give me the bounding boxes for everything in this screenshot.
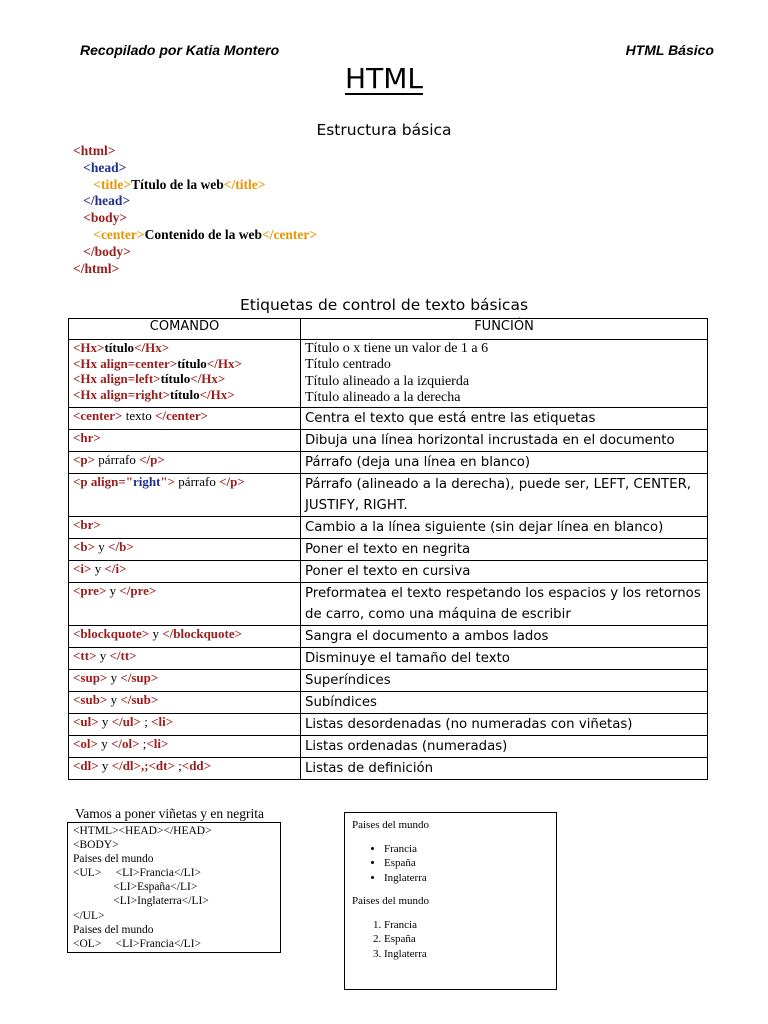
- example-line: <LI>España</LI>: [73, 881, 198, 894]
- cmd-text: ;: [140, 713, 152, 729]
- tag-text: <p align=": [73, 473, 133, 489]
- table-row: [69, 473, 708, 516]
- code-line: [73, 227, 317, 244]
- commands-table: [68, 318, 708, 780]
- code-tag: </html>: [73, 260, 120, 276]
- tag-text: <dl>: [73, 757, 99, 773]
- preview-heading: Paises del mundo: [352, 819, 429, 831]
- table-row: [69, 407, 708, 429]
- tag-text: <br>: [73, 516, 101, 532]
- command-cell: [69, 407, 301, 429]
- tag-text: </blockquote>: [162, 625, 243, 641]
- tag-text: <tt>: [73, 647, 97, 663]
- tag-text: <li>: [151, 713, 174, 729]
- cmd-text: y: [107, 669, 121, 685]
- cmd-text: ;: [174, 757, 182, 773]
- function-cell: Dibuja una línea horizontal incrustada en el documento: [301, 429, 708, 451]
- preview-bullet-list: [352, 842, 549, 886]
- command-cell: [69, 669, 301, 691]
- command-cell: [69, 691, 301, 713]
- table-row: [69, 516, 708, 538]
- table-row: [69, 691, 708, 713]
- code-tag: <head>: [83, 159, 127, 175]
- example-line: <LI>Inglaterra</LI>: [73, 895, 209, 908]
- function-text: Título centrado: [305, 357, 391, 373]
- command-cell: [69, 473, 301, 516]
- table-row: [69, 625, 708, 647]
- cmd-text: y: [149, 625, 163, 641]
- function-cell: Poner el texto en negrita: [301, 538, 708, 560]
- cmd-text: título: [160, 371, 191, 386]
- code-text: Contenido de la web: [144, 226, 262, 242]
- command-cell: [69, 340, 301, 408]
- tag-text: <Hx align=center>: [73, 355, 178, 371]
- example-line: </UL>: [73, 909, 105, 922]
- tag-text: </Hx>: [199, 386, 235, 402]
- table-row: [69, 560, 708, 582]
- function-cell: Poner el texto en cursiva: [301, 560, 708, 582]
- cmd-text: y: [106, 582, 120, 598]
- cmd-text: y: [96, 647, 110, 663]
- code-line: [73, 261, 317, 278]
- table-row: [69, 647, 708, 669]
- cmd-text: párrafo: [95, 451, 140, 467]
- tag-text: <Hx align=left>: [73, 371, 161, 386]
- list-item: • España: [384, 856, 549, 871]
- command-cell: [69, 757, 301, 779]
- column-header-command: COMANDO: [69, 319, 301, 340]
- example-line: <OL> <LI>Francia</LI>: [73, 937, 202, 950]
- function-cell: Preformatea el texto respetando los espacios y los retornos de carro, como una máquina de escribir: [301, 582, 708, 625]
- command-cell: [69, 647, 301, 669]
- tag-text: <blockquote>: [73, 625, 150, 641]
- list-item: 2. España: [384, 932, 549, 947]
- list-item: • Francia: [384, 842, 549, 857]
- code-text: Título de la web: [131, 176, 224, 192]
- rendered-preview-box: [344, 812, 557, 990]
- table-row: [69, 582, 708, 625]
- cmd-text: y: [91, 560, 105, 576]
- subtitle-basic-structure: Estructura básica: [316, 121, 452, 139]
- table-row: [69, 538, 708, 560]
- cmd-text: título: [169, 386, 200, 402]
- tag-text: </p>: [139, 451, 165, 467]
- table-row: [69, 735, 708, 757]
- function-cell: Superíndices: [301, 669, 708, 691]
- command-cell: [69, 429, 301, 451]
- tag-text: <sub>: [73, 691, 108, 707]
- list-item: 1. Francia: [384, 918, 549, 933]
- tag-text: <b>: [73, 538, 96, 554]
- code-line: [73, 160, 317, 177]
- list-item: 3. Inglaterra: [384, 947, 549, 962]
- tag-text: </dl>,;<dt>: [111, 757, 175, 773]
- column-header-function: FUNCIÓN: [301, 319, 708, 340]
- function-cell: Disminuye el tamaño del texto: [301, 647, 708, 669]
- code-tag: </center>: [262, 226, 318, 242]
- table-row: [69, 340, 708, 408]
- tag-text: </Hx>: [190, 371, 226, 386]
- command-cell: [69, 560, 301, 582]
- command-cell: [69, 516, 301, 538]
- tag-text: <ol>: [73, 735, 98, 751]
- attr-value: right: [132, 473, 161, 489]
- code-tag: </body>: [83, 243, 131, 259]
- cmd-text: y: [107, 691, 121, 707]
- tag-text: </tt>: [109, 647, 137, 663]
- header-author: Recopilado por Katia Montero: [80, 42, 280, 58]
- tag-text: <center>: [73, 407, 123, 423]
- tag-text: <p>: [73, 451, 96, 467]
- tag-text: <Hx>: [73, 340, 105, 355]
- cmd-text: título: [177, 355, 207, 371]
- table-row: [69, 451, 708, 473]
- tag-text: <dd>: [181, 757, 212, 773]
- tag-text: </ul>: [111, 713, 141, 729]
- tag-text: <i>: [73, 560, 92, 576]
- cmd-text: párrafo: [175, 473, 220, 489]
- tag-text: </b>: [108, 538, 134, 554]
- function-cell: Párrafo (deja una línea en blanco): [301, 451, 708, 473]
- list-item: • Inglaterra: [384, 871, 549, 886]
- code-line: [73, 177, 317, 194]
- function-cell: Sangra el documento a ambos lados: [301, 625, 708, 647]
- code-basic-structure: [73, 143, 317, 277]
- example-line: Paises del mundo: [73, 923, 154, 936]
- section-title-text-tags: Etiquetas de control de texto básicas: [239, 296, 529, 314]
- example-line: <BODY>: [73, 839, 119, 852]
- function-cell: [301, 340, 708, 408]
- page-title: HTML: [345, 62, 423, 95]
- code-tag: </title>: [223, 176, 266, 192]
- tag-text: ">: [160, 473, 176, 489]
- function-text: Título alineado a la derecha: [305, 390, 461, 406]
- tag-text: </Hx>: [134, 340, 170, 355]
- code-tag: <body>: [83, 210, 128, 226]
- code-tag: </head>: [83, 193, 131, 209]
- function-cell: Cambio a la línea siguiente (sin dejar línea en blanco): [301, 516, 708, 538]
- tag-text: <ul>: [73, 713, 99, 729]
- code-line: [73, 244, 317, 261]
- example-line: Paises del mundo: [73, 853, 154, 866]
- example-line: <UL> <LI>Francia</LI>: [73, 867, 202, 880]
- tag-text: <sup>: [73, 669, 108, 685]
- function-cell: Subíndices: [301, 691, 708, 713]
- preview-numbered-list: [352, 918, 549, 962]
- function-cell: Centra el texto que está entre las etiquetas: [301, 407, 708, 429]
- tag-text: </sub>: [120, 691, 159, 707]
- table-header-row: [69, 319, 708, 340]
- table-row: [69, 429, 708, 451]
- code-line: [73, 193, 317, 210]
- command-cell: [69, 451, 301, 473]
- tag-text: </p>: [219, 473, 245, 489]
- example-line: <HTML><HEAD></HEAD>: [73, 825, 212, 837]
- cmd-text: y: [98, 713, 112, 729]
- tag-text: </Hx>: [206, 355, 242, 371]
- tag-text: <pre>: [73, 582, 107, 598]
- function-cell: Listas desordenadas (no numeradas con viñetas): [301, 713, 708, 735]
- command-cell: [69, 713, 301, 735]
- tag-text: </sup>: [120, 669, 159, 685]
- command-cell: [69, 538, 301, 560]
- tag-text: <Hx align=right>: [73, 386, 170, 402]
- table-row: [69, 669, 708, 691]
- tag-text: </ol>: [110, 735, 140, 751]
- tag-text: <li>: [146, 735, 169, 751]
- tag-text: </center>: [154, 407, 209, 423]
- tag-text: </pre>: [119, 582, 157, 598]
- example-caption: Vamos a poner viñetas y en negrita: [75, 806, 264, 821]
- code-tag: <html>: [73, 143, 116, 158]
- cmd-text: ;: [139, 735, 147, 751]
- code-tag: <center>: [93, 226, 145, 242]
- cmd-text: título: [104, 340, 135, 355]
- header-topic: HTML Básico: [625, 42, 714, 58]
- cmd-text: y: [95, 538, 109, 554]
- cmd-text: y: [97, 735, 111, 751]
- command-cell: [69, 625, 301, 647]
- function-cell: Párrafo (alineado a la derecha), puede ser, LEFT, CENTER, JUSTIFY, RIGHT.: [301, 473, 708, 516]
- command-cell: [69, 735, 301, 757]
- tag-text: </i>: [104, 560, 127, 576]
- cmd-text: y: [98, 757, 112, 773]
- code-tag: <title>: [93, 176, 132, 192]
- code-line: [73, 143, 317, 160]
- function-cell: Listas ordenadas (numeradas): [301, 735, 708, 757]
- table-row: [69, 757, 708, 779]
- function-cell: Listas de definición: [301, 757, 708, 779]
- function-text: Título alineado a la izquierda: [305, 373, 470, 389]
- tag-text: <hr>: [73, 429, 101, 445]
- function-text: Título o x tiene un valor de 1 a 6: [305, 341, 489, 356]
- example-code-box: [67, 822, 281, 953]
- table-row: [69, 713, 708, 735]
- code-line: [73, 210, 317, 227]
- preview-heading: Paises del mundo: [352, 895, 429, 907]
- command-cell: [69, 582, 301, 625]
- cmd-text: texto: [122, 407, 155, 423]
